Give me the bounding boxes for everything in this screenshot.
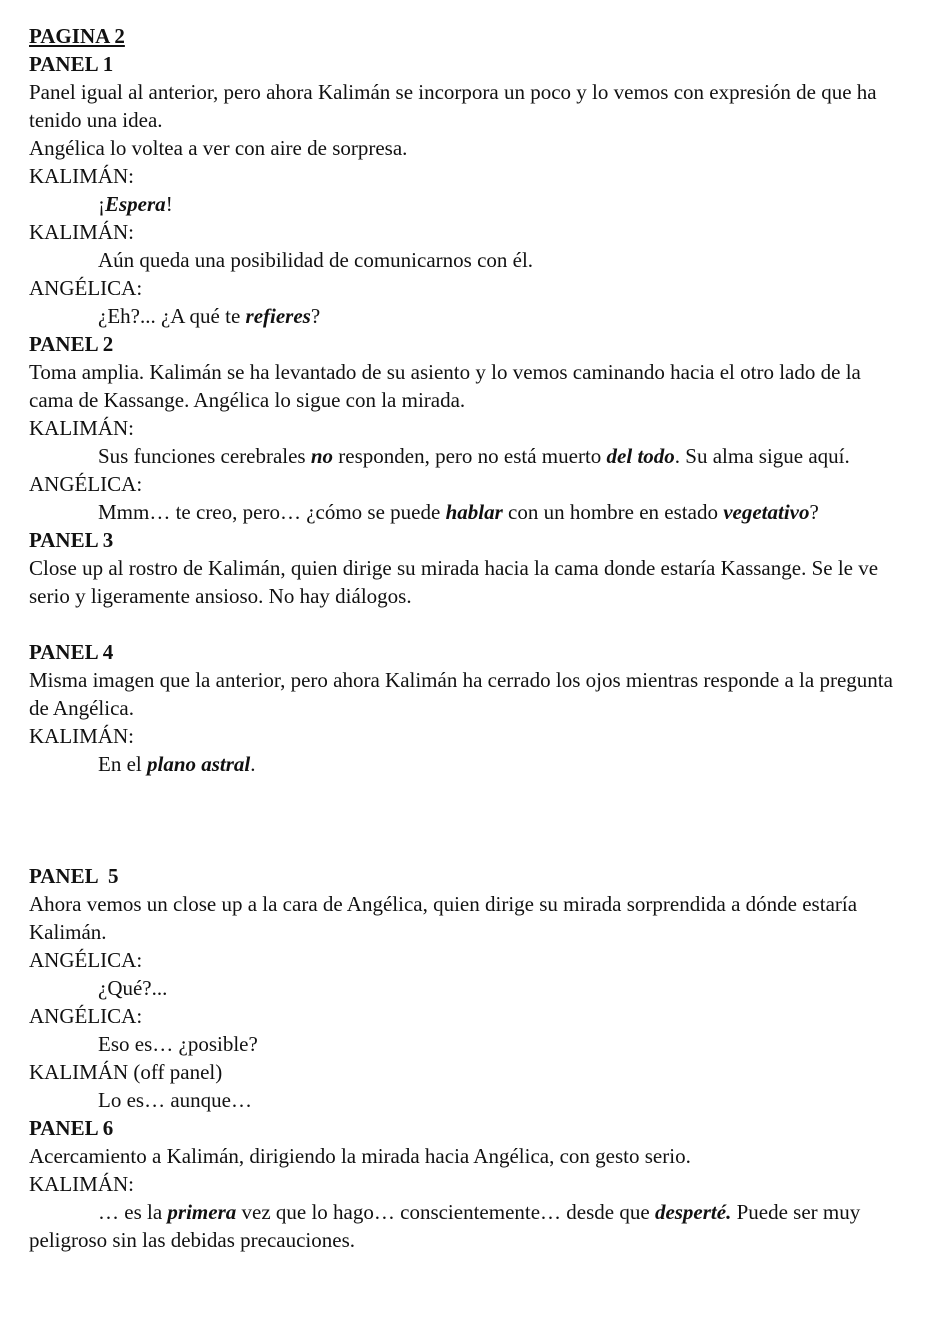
emphasis: vegetativo: [723, 500, 810, 524]
dialog-line: Eso es… ¿posible?: [98, 1032, 258, 1056]
emphasis: Espera: [105, 192, 166, 216]
emphasis: desperté.: [654, 1200, 732, 1224]
panel-4: [29, 638, 908, 862]
speaker-label: KALIMÁN:: [29, 1172, 134, 1196]
panel-description: Misma imagen que la anterior, pero ahora Kalimán ha cerrado los ojos mientras responde a la pregunta de Angélica.: [29, 668, 893, 720]
panel-heading: PANEL 4: [29, 640, 114, 664]
panel-1: [29, 50, 908, 330]
speaker-label: KALIMÁN:: [29, 724, 134, 748]
emphasis: no: [310, 444, 334, 468]
dialog-line: ¡Espera!: [98, 192, 173, 216]
emphasis: hablar: [445, 500, 503, 524]
dialog-line: Aún queda una posibilidad de comunicarnos con él.: [98, 248, 534, 272]
dialog-line: Mmm… te creo, pero… ¿cómo se puede hablar con un hombre en estado vegetativo?: [98, 500, 819, 524]
panel-heading: PANEL 6: [29, 1116, 114, 1140]
speaker-label: ANGÉLICA:: [29, 948, 143, 972]
panel-heading: PANEL 2: [29, 332, 114, 356]
panel-3: [29, 526, 908, 638]
speaker-label: ANGÉLICA:: [29, 1004, 143, 1028]
emphasis: del todo: [606, 444, 675, 468]
speaker-label: KALIMÁN:: [29, 416, 134, 440]
panel-description: Acercamiento a Kalimán, dirigiendo la mirada hacia Angélica, con gesto serio.: [29, 1144, 691, 1168]
panel-description: Angélica lo voltea a ver con aire de sorpresa.: [29, 136, 408, 160]
speaker-label: KALIMÁN:: [29, 164, 134, 188]
dialog-line: Lo es… aunque…: [98, 1088, 252, 1112]
speaker-label: KALIMÁN:: [29, 220, 134, 244]
panel-6: [29, 1114, 908, 1254]
panel-heading: PANEL 5: [29, 864, 119, 888]
spacer: [29, 778, 908, 862]
emphasis: plano astral: [146, 752, 251, 776]
dialog-line: ¿Eh?... ¿A qué te refieres?: [98, 304, 321, 328]
emphasis: primera: [167, 1200, 237, 1224]
emphasis: refieres: [245, 304, 311, 328]
panel-description: Ahora vemos un close up a la cara de Angélica, quien dirige su mirada sorprendida a dónde estaría Kalimán.: [29, 892, 858, 944]
dialog-line: ¿Qué?...: [98, 976, 168, 1000]
dialog-line: Sus funciones cerebrales no responden, pero no está muerto del todo. Su alma sigue aquí.: [98, 444, 850, 468]
speaker-label: ANGÉLICA:: [29, 276, 143, 300]
dialog-line: … es la primera vez que lo hago… conscientemente… desde que desperté. Puede ser muy peligroso sin las debidas precauciones.: [29, 1200, 861, 1252]
spacer: [29, 610, 908, 638]
page-title: PAGINA 2: [29, 24, 125, 48]
panel-2: [29, 330, 908, 526]
panel-description: Panel igual al anterior, pero ahora Kalimán se incorpora un poco y lo vemos con expresión de que ha tenido una idea.: [29, 80, 877, 132]
speaker-label: ANGÉLICA:: [29, 472, 143, 496]
panel-heading: PANEL 1: [29, 52, 114, 76]
dialog-line: En el plano astral.: [98, 752, 256, 776]
panel-description: Toma amplia. Kalimán se ha levantado de su asiento y lo vemos caminando hacia el otro lado de la cama de Kassange. Angélica lo sigue con la mirada.: [29, 360, 861, 412]
panel-description: Close up al rostro de Kalimán, quien dirige su mirada hacia la cama donde estaría Kassange. Se le ve serio y ligeramente ansioso. No hay diálogos.: [29, 556, 879, 608]
panel-heading: PANEL 3: [29, 528, 114, 552]
speaker-label: KALIMÁN (off panel): [29, 1060, 223, 1084]
panel-5: [29, 862, 908, 1114]
